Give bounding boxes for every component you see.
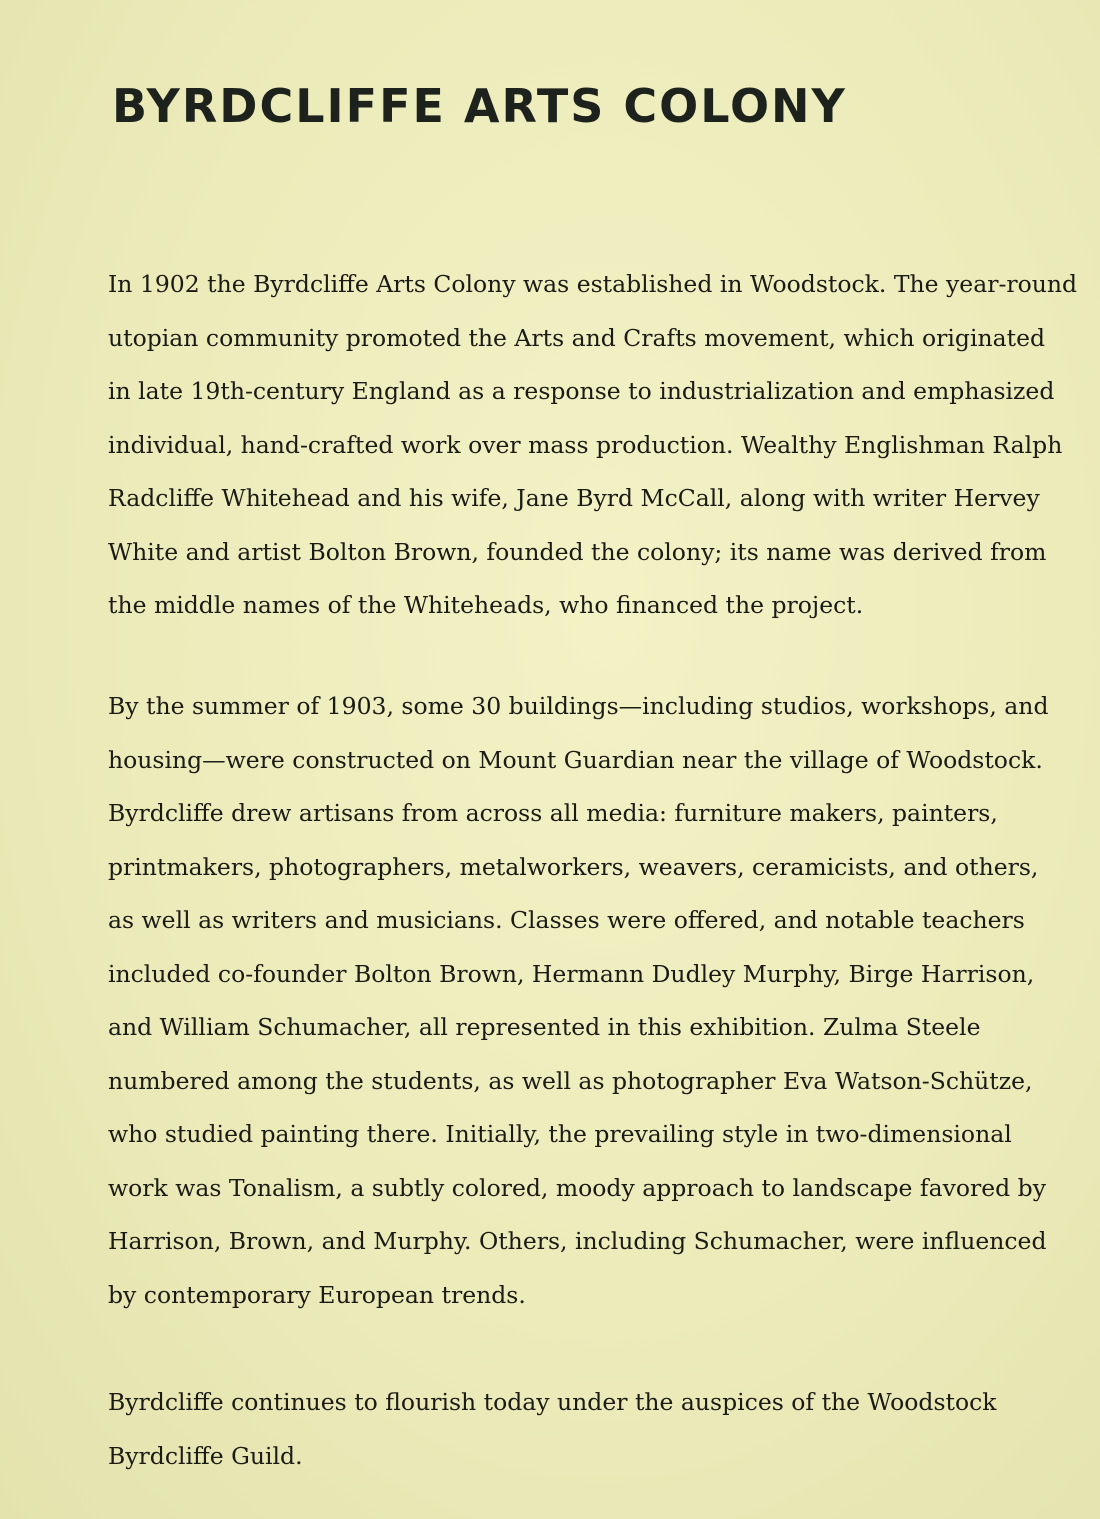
- text-line: as well as writers and musicians. Classes were offered, and notable teachers: [108, 906, 1025, 934]
- text-line: Byrdcliffe drew artisans from across all media: furniture makers, painters,: [108, 799, 998, 827]
- text-line: by contemporary European trends.: [108, 1280, 526, 1309]
- text-line: housing—were constructed on Mount Guardian near the village of Woodstock.: [108, 745, 1043, 774]
- paragraph-today: [108, 1376, 1083, 1483]
- text-line: Byrdcliffe continues to flourish today under the auspices of the Woodstock: [108, 1388, 997, 1416]
- paragraph-growth: [108, 680, 1083, 1322]
- text-line: in late 19th-century England as a response to industrialization and emphasized: [108, 377, 1055, 405]
- text-line: work was Tonalism, a subtly colored, moody approach to landscape favored by: [108, 1173, 1046, 1202]
- text-line: numbered among the students, as well as photographer Eva Watson-Schütze,: [108, 1066, 1033, 1095]
- text-line: who studied painting there. Initially, the prevailing style in two-dimensional: [108, 1120, 1012, 1148]
- text-line: By the summer of 1903, some 30 buildings—including studios, workshops, and: [108, 692, 1049, 720]
- text-line: printmakers, photographers, metalworkers, weavers, ceramicists, and others,: [108, 852, 1039, 881]
- text-line: Radcliffe Whitehead and his wife, Jane Byrd McCall, along with writer Hervey: [108, 484, 1040, 512]
- text-line: utopian community promoted the Arts and Crafts movement, which originated: [108, 323, 1046, 352]
- text-line: White and artist Bolton Brown, founded the colony; its name was derived from: [108, 537, 1047, 566]
- paragraph-founding: [108, 258, 1083, 633]
- text-line: Harrison, Brown, and Murphy. Others, including Schumacher, were influenced: [108, 1227, 1047, 1255]
- text-line: In 1902 the Byrdcliffe Arts Colony was established in Woodstock. The year-round: [108, 270, 1078, 298]
- text-line: included co-founder Bolton Brown, Hermann Dudley Murphy, Birge Harrison,: [108, 959, 1035, 988]
- text-line: individual, hand-crafted work over mass production. Wealthy Englishman Ralph: [108, 430, 1063, 459]
- text-line: the middle names of the Whiteheads, who financed the project.: [108, 591, 864, 619]
- text-line: Byrdcliffe Guild.: [108, 1441, 303, 1470]
- text-line: and William Schumacher, all represented in this exhibition. Zulma Steele: [108, 1013, 981, 1041]
- panel-title: BYRDCLIFFE ARTS COLONY: [112, 79, 847, 133]
